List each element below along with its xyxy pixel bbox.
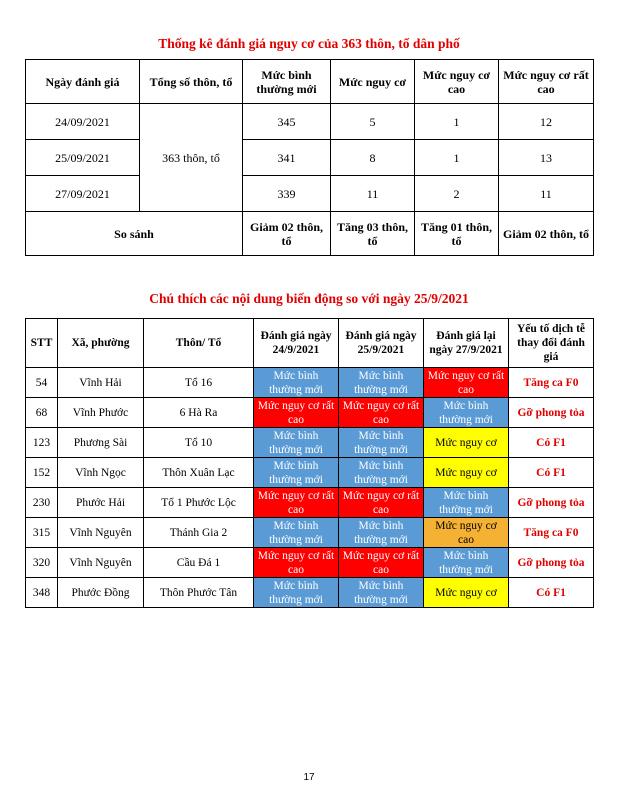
changes-table-body (26, 368, 594, 608)
normal-cell: 339 (243, 176, 331, 212)
table-row (26, 398, 594, 428)
ward-cell: Phương Sài (58, 428, 144, 458)
eval-24-cell: Mức nguy cơ rất cao (254, 398, 339, 428)
eval-27-cell: Mức nguy cơ (424, 458, 509, 488)
compare-row (26, 212, 594, 256)
eval-24-cell: Mức bình thường mới (254, 428, 339, 458)
compare-high-risk: Tăng 01 thôn, tổ (415, 212, 499, 256)
total-cell: 363 thôn, tổ (140, 104, 243, 212)
risk-cell: 11 (331, 176, 415, 212)
table2-header-row (26, 319, 594, 368)
eval-25-cell: Mức bình thường mới (339, 518, 424, 548)
eval-27-cell: Mức nguy cơ cao (424, 518, 509, 548)
ward-cell: Vĩnh Nguyên (58, 518, 144, 548)
table-row (26, 428, 594, 458)
header-risk: Mức nguy cơ (331, 60, 415, 104)
high-risk-cell: 1 (415, 104, 499, 140)
eval-25-cell: Mức bình thường mới (339, 578, 424, 608)
eval-27-cell: Mức bình thường mới (424, 398, 509, 428)
factor-cell: Gỡ phong tỏa (509, 548, 594, 578)
factor-cell: Tăng ca F0 (509, 368, 594, 398)
factor-cell: Có F1 (509, 428, 594, 458)
table-row (26, 104, 594, 140)
hamlet-cell: Thôn Phước Tân (144, 578, 254, 608)
header-eval-27: Đánh giá lại ngày 27/9/2021 (424, 319, 509, 368)
stt-cell: 54 (26, 368, 58, 398)
stt-cell: 348 (26, 578, 58, 608)
table-row (26, 140, 594, 176)
hamlet-cell: Cầu Đá 1 (144, 548, 254, 578)
ward-cell: Vĩnh Hải (58, 368, 144, 398)
eval-24-cell: Mức nguy cơ rất cao (254, 488, 339, 518)
page-number: 17 (303, 772, 315, 783)
table1-title: Thống kê đánh giá nguy cơ của 363 thôn, tổ dân phố (158, 36, 460, 51)
table-row (26, 518, 594, 548)
factor-cell: Gỡ phong tỏa (509, 488, 594, 518)
date-cell: 27/09/2021 (26, 176, 140, 212)
table-row (26, 368, 594, 398)
normal-cell: 345 (243, 104, 331, 140)
header-ward: Xã, phường (58, 319, 144, 368)
hamlet-cell: Tổ 10 (144, 428, 254, 458)
hamlet-cell: Thánh Gia 2 (144, 518, 254, 548)
stt-cell: 315 (26, 518, 58, 548)
normal-cell: 341 (243, 140, 331, 176)
table2-title: Chú thích các nội dung biến động so với ngày 25/9/2021 (149, 291, 469, 306)
ward-cell: Phước Hải (58, 488, 144, 518)
eval-27-cell: Mức bình thường mới (424, 488, 509, 518)
table-row (26, 548, 594, 578)
high-risk-cell: 2 (415, 176, 499, 212)
eval-27-cell: Mức nguy cơ (424, 428, 509, 458)
header-factor: Yếu tố dịch tễ thay đổi đánh giá (509, 319, 594, 368)
stt-cell: 320 (26, 548, 58, 578)
table-row (26, 458, 594, 488)
header-very-high-risk: Mức nguy cơ rất cao (499, 60, 594, 104)
ward-cell: Vĩnh Nguyên (58, 548, 144, 578)
stt-cell: 230 (26, 488, 58, 518)
header-high-risk: Mức nguy cơ cao (415, 60, 499, 104)
stt-cell: 123 (26, 428, 58, 458)
table-row (26, 488, 594, 518)
hamlet-cell: Tổ 16 (144, 368, 254, 398)
eval-27-cell: Mức nguy cơ rất cao (424, 368, 509, 398)
factor-cell: Gỡ phong tỏa (509, 398, 594, 428)
header-eval-24: Đánh giá ngày 24/9/2021 (254, 319, 339, 368)
changes-table (25, 318, 594, 608)
header-eval-25: Đánh giá ngày 25/9/2021 (339, 319, 424, 368)
compare-very-high-risk: Giảm 02 thôn, tổ (499, 212, 594, 256)
stt-cell: 68 (26, 398, 58, 428)
factor-cell: Có F1 (509, 578, 594, 608)
hamlet-cell: Thôn Xuân Lạc (144, 458, 254, 488)
table-row (26, 578, 594, 608)
eval-24-cell: Mức nguy cơ rất cao (254, 548, 339, 578)
eval-25-cell: Mức bình thường mới (339, 458, 424, 488)
ward-cell: Vĩnh Ngọc (58, 458, 144, 488)
factor-cell: Tăng ca F0 (509, 518, 594, 548)
ward-cell: Phước Đồng (58, 578, 144, 608)
header-normal: Mức bình thường mới (243, 60, 331, 104)
eval-24-cell: Mức bình thường mới (254, 578, 339, 608)
risk-cell: 8 (331, 140, 415, 176)
very-high-risk-cell: 12 (499, 104, 594, 140)
eval-25-cell: Mức nguy cơ rất cao (339, 488, 424, 518)
date-cell: 24/09/2021 (26, 104, 140, 140)
compare-risk: Tăng 03 thôn, tổ (331, 212, 415, 256)
eval-25-cell: Mức bình thường mới (339, 428, 424, 458)
table1-header-row (26, 60, 594, 104)
header-hamlet: Thôn/ Tổ (144, 319, 254, 368)
hamlet-cell: Tổ 1 Phước Lộc (144, 488, 254, 518)
eval-24-cell: Mức bình thường mới (254, 368, 339, 398)
header-stt: STT (26, 319, 58, 368)
eval-25-cell: Mức nguy cơ rất cao (339, 548, 424, 578)
very-high-risk-cell: 13 (499, 140, 594, 176)
stt-cell: 152 (26, 458, 58, 488)
ward-cell: Vĩnh Phước (58, 398, 144, 428)
risk-summary-table (25, 59, 594, 256)
table-row (26, 176, 594, 212)
header-date: Ngày đánh giá (26, 60, 140, 104)
eval-25-cell: Mức bình thường mới (339, 368, 424, 398)
eval-24-cell: Mức bình thường mới (254, 518, 339, 548)
risk-cell: 5 (331, 104, 415, 140)
high-risk-cell: 1 (415, 140, 499, 176)
eval-27-cell: Mức nguy cơ (424, 578, 509, 608)
eval-27-cell: Mức bình thường mới (424, 548, 509, 578)
very-high-risk-cell: 11 (499, 176, 594, 212)
factor-cell: Có F1 (509, 458, 594, 488)
compare-normal: Giảm 02 thôn, tổ (243, 212, 331, 256)
date-cell: 25/09/2021 (26, 140, 140, 176)
hamlet-cell: 6 Hà Ra (144, 398, 254, 428)
eval-24-cell: Mức bình thường mới (254, 458, 339, 488)
header-total: Tổng số thôn, tổ (140, 60, 243, 104)
compare-label: So sánh (26, 212, 243, 256)
eval-25-cell: Mức nguy cơ rất cao (339, 398, 424, 428)
